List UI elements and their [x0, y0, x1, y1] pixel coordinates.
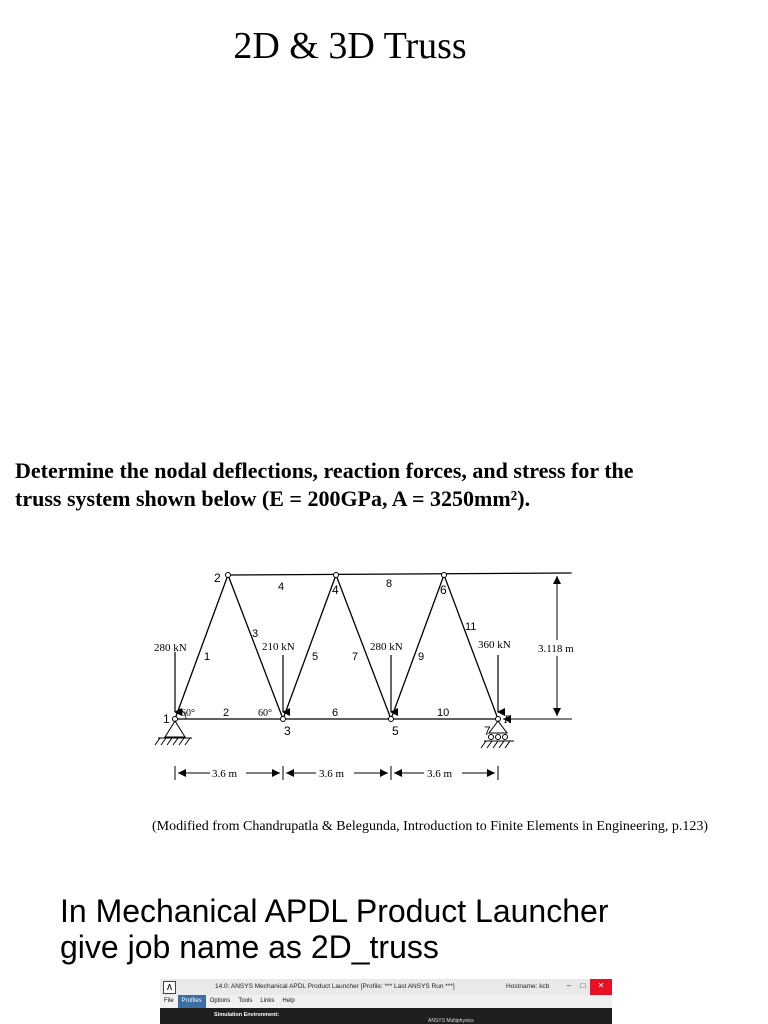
slide-title: 2D & 3D Truss [233, 25, 467, 67]
member-top-chord [228, 573, 570, 575]
problem-statement [15, 457, 755, 513]
load-label-4: 360 kN [478, 639, 511, 651]
node-2 [226, 573, 231, 578]
node-label-5: 5 [392, 724, 399, 738]
height-label: 3.118 m [538, 643, 574, 655]
launcher-window-title: 14.0: ANSYS Mechanical APDL Product Launcher [Profile: *** Last ANSYS Run ***] [215, 983, 455, 990]
minimize-icon[interactable]: – [566, 981, 572, 990]
reaction-label: R [504, 712, 512, 726]
license-label: ANSYS Multiphysics [428, 1018, 474, 1024]
load-label-2: 210 kN [262, 641, 295, 653]
menu-tools[interactable]: Tools [238, 998, 253, 1004]
launcher-screenshot [160, 979, 612, 1024]
truss-diagram [0, 560, 768, 790]
simulation-environment-label: Simulation Environment: [214, 1012, 280, 1018]
node-label-3: 3 [284, 724, 291, 738]
node-label-7: 7 [484, 724, 491, 738]
figure-caption: (Modified from Chandrupatla & Belegunda, Introduction to Finite Elements in Engineering, p.123) [152, 819, 708, 834]
node-label-6: 6 [440, 583, 447, 597]
span-label-1: 3.6 m [212, 768, 238, 780]
span-labels [212, 768, 453, 780]
element-label-1: 1 [204, 651, 211, 663]
element-label-6: 6 [332, 707, 339, 719]
launcher-menubar [160, 995, 612, 1008]
load-label-3: 280 kN [370, 641, 403, 653]
launcher-hostname: Hostname: kcb [506, 983, 550, 990]
launcher-titlebar [160, 979, 612, 995]
close-icon[interactable]: ✕ [590, 979, 612, 995]
load-label-1: 280 kN [154, 642, 187, 654]
menu-help[interactable]: Help [282, 998, 295, 1004]
span-label-2: 3.6 m [319, 768, 345, 780]
element-label-10: 10 [437, 707, 450, 719]
element-label-3: 3 [252, 628, 259, 640]
element-label-2: 2 [223, 707, 230, 719]
element-label-7: 7 [352, 651, 359, 663]
element-label-4: 4 [278, 581, 285, 593]
angle-label-1: 60° [181, 708, 195, 719]
element-label-5: 5 [312, 651, 319, 663]
node-3 [281, 717, 286, 722]
node-6 [442, 573, 447, 578]
menu-options[interactable]: Options [209, 998, 231, 1004]
angle-label-2: 60° [258, 708, 272, 719]
pin-support-icon [155, 721, 192, 745]
menu-profiles[interactable]: Profiles [178, 995, 206, 1008]
element-label-9: 9 [418, 651, 425, 663]
problem-line-2: truss system shown below (E = 200GPa, A = 3250mm²). [15, 486, 531, 511]
load-arrows [175, 652, 498, 712]
menu-links[interactable]: Links [260, 998, 275, 1004]
node-5 [389, 717, 394, 722]
ansys-logo-icon: Λ [163, 981, 176, 994]
instruction-line-1: In Mechanical APDL Product Launcher [60, 893, 609, 929]
menu-file[interactable]: File [164, 998, 174, 1004]
instruction-line-2: give job name as 2D_truss [60, 929, 439, 965]
instruction-text [60, 893, 760, 965]
node-label-2: 2 [214, 571, 221, 585]
element-label-8: 8 [386, 578, 393, 590]
node-label-1: 1 [163, 712, 170, 726]
window-controls [562, 979, 612, 995]
node-label-4: 4 [332, 583, 339, 597]
maximize-icon[interactable]: □ [580, 981, 586, 990]
launcher-body [160, 1008, 612, 1024]
problem-line-1: Determine the nodal deflections, reaction forces, and stress for the [15, 458, 634, 483]
node-4 [334, 573, 339, 578]
span-label-3: 3.6 m [427, 768, 453, 780]
element-label-11: 11 [465, 621, 477, 633]
